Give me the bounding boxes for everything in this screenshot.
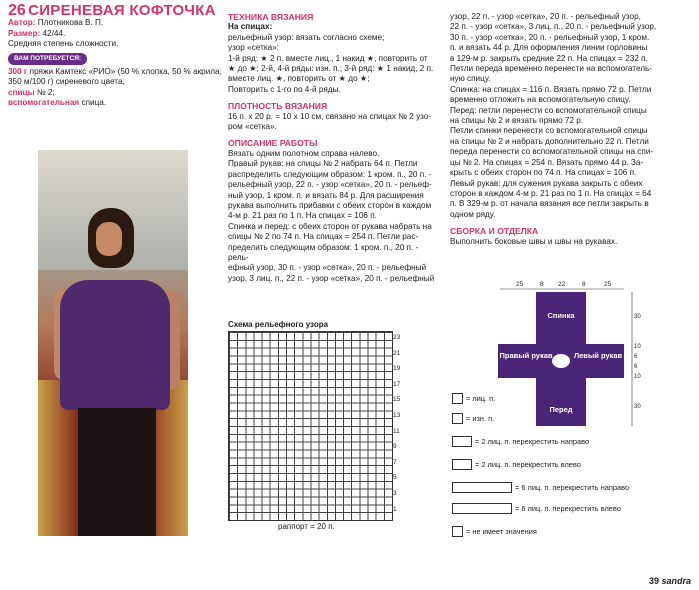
chart-row-number: 9 bbox=[393, 443, 397, 451]
label-front: Перед bbox=[549, 405, 573, 414]
pattern-chart bbox=[228, 331, 393, 521]
text-line: ром «сетка». bbox=[228, 122, 277, 132]
chart-row-number: 11 bbox=[393, 427, 400, 435]
text-line: спицы № 2 по 74 п. На спицах = 254 п. Петли рас- bbox=[228, 232, 419, 242]
legend-item bbox=[452, 526, 537, 537]
text-line: одном ряду. bbox=[450, 209, 496, 219]
text-line: распределить следующим образом: 1 кром. п., 20 п. - bbox=[228, 169, 432, 179]
chart-row-number: 23 bbox=[393, 334, 401, 341]
chart-row-number: 15 bbox=[393, 396, 401, 404]
text-line: переда перенести со вспомогательной спицы на спи- bbox=[450, 147, 654, 157]
legend-text: = 6 лиц. п. перекрестить направо bbox=[515, 483, 630, 492]
text-line: временно отложить на вспомогательную спицу. bbox=[450, 95, 631, 105]
text-line: ★ до ★; 2-й, 4-й ряды: изн. п.; 3-й ряд: ★ 1 накид, 2 п. bbox=[228, 64, 434, 74]
density-title: ПЛОТНОСТЬ ВЯЗАНИЯ bbox=[228, 101, 328, 112]
legend-text: = 2 лиц. п. перекрестить направо bbox=[475, 437, 590, 446]
technique-title: ТЕХНИКА ВЯЗАНИЯ bbox=[228, 12, 314, 22]
text-line: пределить следующим образом: 1 кром. п., 20 п. - рель- bbox=[228, 242, 419, 262]
dim-top-5: 25 bbox=[604, 281, 612, 288]
aux-text: спица. bbox=[81, 98, 107, 108]
text-line: ный узор, 1 кром. п. и вязать 84 р. Для расширения bbox=[228, 190, 424, 200]
text-line: Вязать одним полотном справа налево. bbox=[228, 148, 380, 158]
label-right-sleeve: Правый рукав bbox=[499, 351, 553, 360]
left-header bbox=[8, 2, 223, 109]
dim-side-3: 6 bbox=[634, 354, 638, 360]
needles-label: спицы bbox=[8, 87, 35, 97]
assembly-text: Выполнить боковые швы и швы на рукавах. bbox=[450, 236, 618, 246]
text-line: ную спицу. bbox=[450, 74, 491, 84]
dim-top-4: 8 bbox=[582, 281, 586, 288]
legend-item bbox=[452, 436, 589, 447]
size: 42/44. bbox=[42, 28, 66, 38]
garment-schematic bbox=[474, 278, 664, 428]
chart-row-number: 3 bbox=[393, 490, 397, 497]
chart-row-number: 17 bbox=[393, 380, 401, 388]
aux-label: вспомогательная bbox=[8, 98, 80, 108]
text-line: узор «сетка»: bbox=[228, 43, 279, 53]
right-column bbox=[450, 12, 695, 247]
dim-top-1: 25 bbox=[516, 281, 524, 288]
legend-text: = лиц. п. bbox=[466, 394, 496, 403]
text-line: Спинка: на спицах = 116 п. Вязать прямо 72 р. Петли bbox=[450, 84, 652, 94]
dim-side-1: 30 bbox=[634, 314, 641, 320]
technique-sub: На спицах: bbox=[228, 22, 273, 32]
legend-item bbox=[452, 459, 581, 470]
text-line: Петли переда временно перенести на вспомогатель- bbox=[450, 64, 653, 74]
text-line: Спинка и перед: с обеих сторон от рукава набрать на bbox=[228, 221, 432, 231]
description-title: ОПИСАНИЕ РАБОТЫ bbox=[228, 138, 318, 149]
text-line: Правый рукав: на спицы № 2 набрать 64 п. Петли bbox=[228, 159, 418, 169]
chart-row-number: 19 bbox=[393, 365, 401, 373]
text-line: в 129-м р. закрыть средние 22 п. На спицах = 232 п. bbox=[450, 53, 648, 63]
chart-row-number: 13 bbox=[393, 412, 401, 419]
cross-right-6-icon bbox=[452, 482, 512, 493]
dim-side-4: 6 bbox=[634, 364, 638, 370]
dim-side-5: 10 bbox=[634, 374, 641, 380]
text-line: на спицы № 2 и вязать прямо 72 р. bbox=[450, 116, 584, 126]
text-line: Левый рукав: для сужения рукава закрыть с обеих bbox=[450, 178, 643, 188]
text-line: сторон в каждом 4-м р. 21 раз по 1 п. На спицах = 64 bbox=[450, 188, 652, 198]
text-line: крыть с обеих сторон по 74 п. На спицах = 106 п. bbox=[450, 168, 637, 178]
chart-row-number: 1 bbox=[393, 505, 397, 513]
text-line: узор, 22 п. - узор «сетка», 20 п. - рельефный узор, bbox=[450, 12, 641, 21]
dim-side-2: 10 bbox=[634, 344, 641, 350]
chart-row-number: 7 bbox=[393, 458, 397, 466]
author: Плотникова В. П. bbox=[37, 18, 104, 28]
text-line: на спицы № 2 и набрать дополнительно 22 п. Петли bbox=[450, 136, 649, 146]
chart-row-number: 21 bbox=[393, 349, 401, 357]
size-label: Размер: bbox=[8, 28, 41, 38]
legend-text: = 2 лиц. п. перекрестить влево bbox=[475, 460, 581, 469]
difficulty: Средняя степень сложности. bbox=[8, 39, 119, 49]
page-footer bbox=[649, 576, 691, 586]
middle-column bbox=[228, 12, 440, 284]
legend-text: = не имеет значения bbox=[466, 527, 537, 536]
yarn-amount: 300 г bbox=[8, 67, 28, 77]
needles-text: № 2; bbox=[36, 87, 55, 97]
dim-side-6: 30 bbox=[634, 404, 641, 410]
text-line: Повторить с 1-го по 4-й ряды. bbox=[228, 84, 341, 94]
cross-left-2-icon bbox=[452, 459, 472, 470]
chart-title: Схема рельефного узора bbox=[228, 320, 329, 329]
dim-top-2: 8 bbox=[540, 281, 544, 288]
legend-item bbox=[452, 503, 621, 514]
text-line: 1-й ряд: ★ 2 п. вместе лиц., 1 накид ★, повторить от bbox=[228, 53, 428, 63]
legend-item bbox=[452, 413, 494, 424]
text-line: Петли спинки перенести со вспомогательной спицы bbox=[450, 126, 648, 136]
knit-symbol-icon bbox=[452, 393, 463, 404]
project-number: 26 bbox=[8, 2, 26, 19]
label-left-sleeve: Левый рукав bbox=[573, 351, 623, 360]
legend-item bbox=[452, 482, 629, 493]
text-line: узор, 3 лиц. п., 22 п. - узор «сетка», 20 п. - рельефный bbox=[228, 273, 435, 283]
model-photo bbox=[38, 150, 188, 536]
dim-top-3: 22 bbox=[558, 281, 566, 288]
need-badge: ВАМ ПОТРЕБУЕТСЯ: bbox=[8, 53, 87, 65]
page-number: 39 bbox=[648, 576, 659, 586]
legend-text: = 6 лиц. п. перекрестить влево bbox=[515, 504, 621, 513]
purl-symbol-icon bbox=[452, 413, 463, 424]
cross-left-6-icon bbox=[452, 503, 512, 514]
text-line: 30 п. - узор «сетка», 20 п. - рельефный узор, 1 кром. bbox=[450, 32, 650, 42]
text-line: ефный узор, 30 п. - узор «сетка», 20 п. - рельефный bbox=[228, 263, 427, 273]
text-line: Перед: петли перенести со вспомогательной спицы bbox=[450, 105, 647, 115]
chart-repeat: раппорт = 20 п. bbox=[278, 522, 335, 531]
text-line: вместе лиц. ★, повторить от ★ до ★; bbox=[228, 74, 370, 84]
assembly-title: СБОРКА И ОТДЕЛКА bbox=[450, 226, 539, 237]
text-line: 22 п. - узор «сетка», 3 лиц. п., 20 п. - рельефный узор, bbox=[450, 22, 657, 32]
yarn-text: пряжи Камтекс «РИО» (50 % хлопка, 50 % акрила; 350 м/100 г) сиреневого цвета; bbox=[8, 67, 222, 87]
empty-symbol-icon bbox=[452, 526, 463, 537]
author-label: Автор: bbox=[8, 18, 36, 28]
text-line: рельефный узор: вязать согласно схеме; bbox=[228, 32, 385, 42]
cross-right-2-icon bbox=[452, 436, 472, 447]
brand: sandra bbox=[661, 576, 691, 586]
label-back: Спинка bbox=[547, 311, 575, 320]
text-line: 16 п. x 20 р. = 10 x 10 см, связано на спицах № 2 узо- bbox=[228, 111, 432, 121]
text-line: рукава выполнить прибавки с обеих сторон в каждом bbox=[228, 200, 432, 210]
text-line: п. В 329-м р. от начала вязания все петли закрыть в bbox=[450, 199, 649, 209]
text-line: 4-м р. 21 раз по 1 п. На спицах = 106 п. bbox=[228, 211, 377, 221]
project-title: СИРЕНЕВАЯ КОФТОЧКА bbox=[28, 2, 216, 19]
legend-item bbox=[452, 393, 495, 404]
legend-text: = изн. п. bbox=[466, 414, 495, 423]
text-line: п. и вязать 44 р. Для оформления линии горловины bbox=[450, 43, 648, 53]
text-line: рельефный узор, 22 п. - узор «сетка», 20 п. - рельеф- bbox=[228, 180, 432, 190]
text-line: цы № 2. На спицах = 254 п. Вязать прямо 44 р. За- bbox=[450, 157, 644, 167]
chart-row-number: 5 bbox=[393, 474, 397, 482]
